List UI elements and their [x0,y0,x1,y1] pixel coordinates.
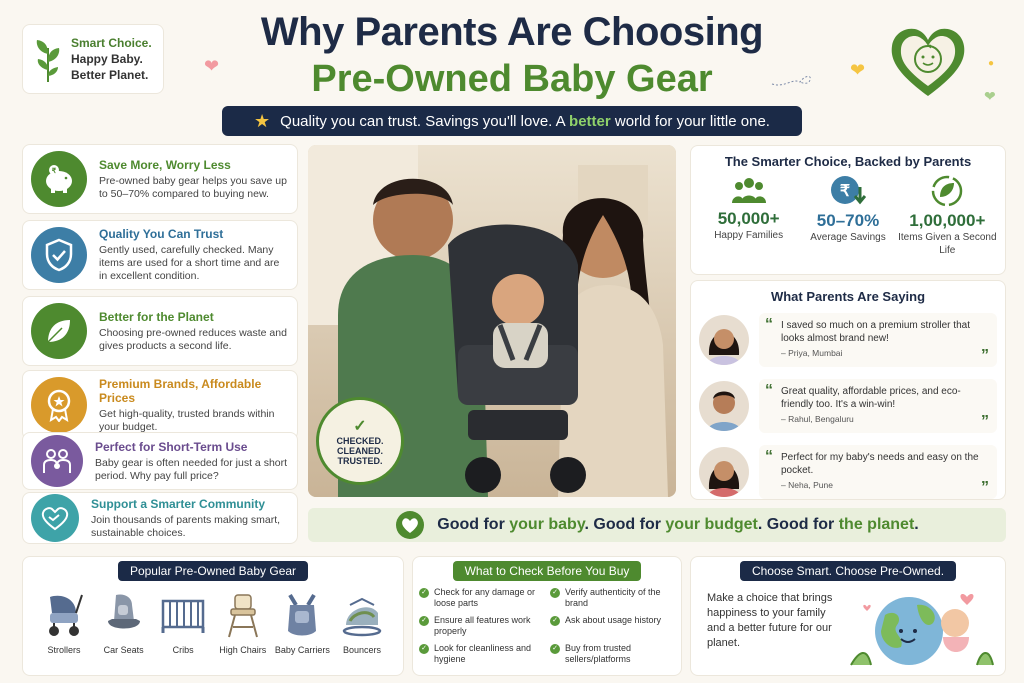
leaf-icon [31,303,87,359]
checklist-item [550,587,675,609]
badge-line-1: CHECKED. [336,436,384,446]
choose-text: Make a choice that brings happiness to your family and a better future for our planet. [707,592,833,649]
banner-text [280,113,770,130]
checklist-item [550,643,675,665]
check-icon: ✓ [419,616,429,626]
award-icon [31,377,87,433]
stat-label: Happy Families [714,230,784,241]
good-for-banner [308,508,1006,542]
checklist-item [419,587,544,609]
gear-item-strollers [35,591,93,655]
good-for-part: . [914,516,919,533]
stat-savings [798,175,897,257]
earth-baby-icon [847,585,997,671]
feature-desc: Baby gear is often needed for just a short period. Why pay full price? [95,456,288,482]
feature-title: Premium Brands, Affordable Prices [99,376,262,405]
car-seat-icon [102,591,146,639]
svg-text:₹: ₹ [51,168,57,175]
banner-text-pre: Quality you can trust. Savings you'll love. A [280,112,570,130]
crib-icon [159,591,207,639]
rupee-down-icon [830,175,866,207]
gear-item-high-chairs [214,591,272,655]
feature-title: Perfect for Short-Term Use [95,439,248,454]
feature-desc: Get high-quality, trusted brands within your budget. [99,407,275,433]
shield-check-icon [31,227,87,283]
check-icon: ✓ [550,588,560,598]
family-stroller-photo [308,145,676,497]
feature-premium-brands [22,370,298,440]
baby-heart-icon [888,24,968,100]
feature-save-more [22,144,298,214]
testimonial-quote: Great quality, affordable prices, and eco-friendly too. It's a win-win! [781,386,961,410]
good-for-part: Good for [437,516,510,533]
gear-item-cribs [154,591,212,655]
feature-community [22,492,298,544]
badge-line-3: TRUSTED. [337,456,383,466]
star-icon: ★ [254,110,271,131]
checklist-text: Look for cleanliness and hygiene [434,643,532,664]
quote-open-icon: “ [765,382,773,399]
checked-badge [316,397,404,485]
testimonial-item [699,378,997,434]
quote-open-icon: “ [765,448,773,465]
checklist-title: What to Check Before You Buy [453,561,642,581]
feature-desc: Join thousands of parents making smart, sustainable choices. [91,513,281,539]
checklist-item [419,643,544,665]
check-icon: ✓ [353,418,367,435]
gear-label: Strollers [47,645,81,655]
gear-title: Popular Pre-Owned Baby Gear [118,561,308,581]
recycle-leaf-icon [930,175,964,207]
quote-open-icon: “ [765,316,773,333]
stat-families [699,175,798,257]
gear-item-bouncers [333,591,391,655]
feature-desc: Pre-owned baby gear helps you save up to 50–70% compared to buying new. [99,174,287,200]
gear-label: High Chairs [219,645,267,655]
feature-short-term [22,432,298,490]
bouncer-icon [340,591,384,639]
gear-item-baby-carriers [273,591,331,655]
choose-smart-panel [690,556,1006,676]
stat-number: 50–70% [816,211,880,230]
heart-decor-icon: ❤ [984,88,996,104]
tagline-line-3: Better Planet. [71,68,149,82]
feature-title: Quality You Can Trust [99,227,224,241]
checklist-item [550,615,675,637]
gear-label: Baby Carriers [274,645,330,655]
stats-title: The Smarter Choice, Backed by Parents [724,154,972,169]
feature-quality [22,220,298,290]
handshake-icon [31,494,79,542]
sparkle-icon: ● [988,58,995,69]
testimonials-title: What Parents Are Saying [770,289,926,304]
good-for-part: your budget [665,516,758,533]
tagline-line-1: Smart Choice. [71,36,152,50]
family-icon [31,435,83,487]
good-for-part: . Good for [757,516,839,533]
svg-text:₹: ₹ [839,183,851,200]
check-icon: ✓ [419,644,429,654]
good-for-text [437,516,918,534]
stat-number: 1,00,000+ [909,211,986,230]
banner-text-post: world for your little one. [610,112,770,130]
heart-decor-icon: ❤ [204,56,220,76]
good-for-part: . Good for [584,516,666,533]
feature-desc: Gently used, carefully checked. Many items are used for a short time and are in excellent condition. [99,244,280,282]
good-for-part: your baby [509,516,585,533]
testimonial-item [699,444,997,500]
doodle-heart-icon [770,66,830,90]
check-icon: ✓ [550,644,560,654]
gear-label: Cribs [172,645,194,655]
stroller-icon [42,591,86,639]
baby-carrier-icon [280,591,324,639]
people-icon [731,175,767,205]
avatar [699,315,749,365]
heart-decor-icon: ❤ [850,60,866,80]
feature-title: Save More, Worry Less [99,157,231,172]
testimonials-panel [690,280,1006,500]
stats-panel [690,145,1006,275]
popular-gear-panel [22,556,404,676]
stat-label: Average Savings [810,232,886,243]
page-title-line-1: Why Parents Are Choosing [260,10,764,54]
badge-line-2: CLEANED. [336,446,383,456]
feature-planet [22,296,298,366]
testimonial-item [699,312,997,368]
checklist-item [419,615,544,637]
feature-title: Support a Smarter Community [91,496,266,511]
avatar [699,381,749,431]
piggy-bank-icon [31,151,87,207]
stat-label: Items Given a Second Life [898,232,997,256]
testimonial-quote: I saved so much on a premium stroller that looks almost brand new! [781,320,970,344]
testimonial-author: – Neha, Pune [781,480,833,490]
banner-text-highlight: better [569,112,611,130]
stat-items [898,175,997,257]
checklist-text: Ask about usage history [565,615,662,625]
choose-title: Choose Smart. Choose Pre-Owned. [740,561,956,581]
checklist-text: Verify authenticity of the brand [565,587,661,608]
testimonial-quote: Perfect for my baby's needs and easy on the pocket. [781,452,979,476]
checklist-panel [412,556,682,676]
gear-item-car-seats [95,591,153,655]
high-chair-icon [221,591,265,639]
testimonial-author: – Rahul, Bengaluru [781,414,854,424]
gear-label: Bouncers [342,645,381,655]
good-for-part: the planet [838,516,915,533]
feature-title: Better for the Planet [99,309,214,324]
heart-check-icon [395,510,425,540]
tagline-banner [222,106,802,136]
gear-label: Car Seats [103,645,144,655]
checklist-text: Buy from trusted sellers/platforms [565,643,632,664]
tagline-line-2: Happy Baby. [71,52,143,66]
quote-close-icon: ” [981,413,989,430]
quote-close-icon: ” [981,347,989,364]
check-icon: ✓ [550,616,560,626]
checklist-text: Ensure all features work properly [434,615,531,636]
check-icon: ✓ [419,588,429,598]
stat-number: 50,000+ [717,209,780,228]
avatar [699,447,749,497]
page-title-line-2: Pre-Owned Baby Gear [311,58,713,100]
quote-close-icon: ” [981,479,989,496]
feature-desc: Choosing pre-owned reduces waste and gives products a second life. [99,326,287,352]
testimonial-author: – Priya, Mumbai [781,348,843,358]
checklist-text: Check for any damage or loose parts [434,587,536,608]
